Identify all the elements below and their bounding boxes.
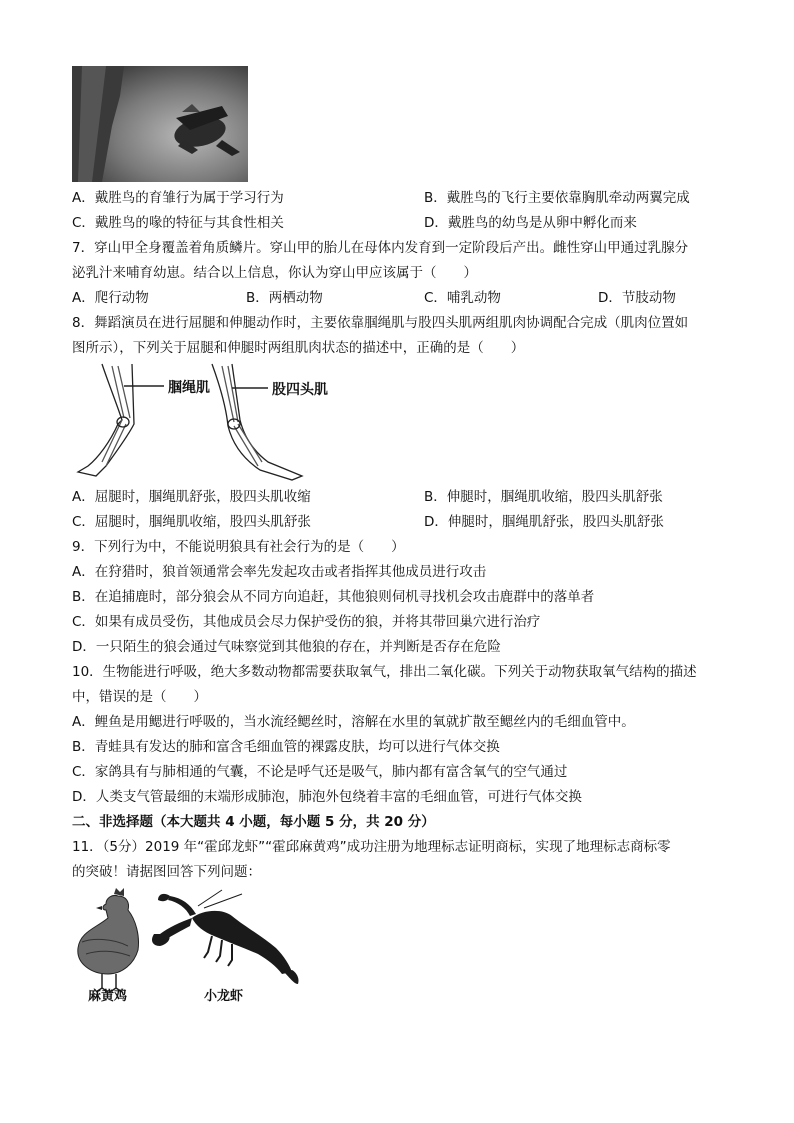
q7-stem-line1: 7．穿山甲全身覆盖着角质鳞片。穿山甲的胎儿在母体内发育到一定阶段后产出。雌性穿山甲通过乳腺分 — [72, 240, 689, 256]
hoopoe-photo — [72, 66, 248, 182]
q8-option-d: D．伸腿时，腘绳肌舒张，股四头肌舒张 — [424, 514, 664, 530]
q11-stem-line2: 的突破！请据图回答下列问题： — [72, 864, 261, 880]
chicken-crayfish-figure — [72, 888, 304, 1008]
crayfish-caption: 小龙虾 — [204, 989, 244, 1004]
leg-muscle-figure — [72, 362, 362, 482]
q7-stem-line2: 泌乳汁来哺育幼崽。结合以上信息，你认为穿山甲应该属于（ ） — [72, 265, 477, 281]
q10-stem-line1: 10．生物能进行呼吸，绝大多数动物都需要获取氧气，排出二氧化碳。下列关于动物获取氧气结构的描述 — [72, 664, 697, 680]
q8-stem-line1: 8．舞蹈演员在进行屈腿和伸腿动作时，主要依靠腘绳肌与股四头肌两组肌肉协调配合完成（肌肉位置如 — [72, 315, 689, 331]
q9-option-d: D．一只陌生的狼会通过气味察觉到其他狼的存在，并判断是否存在危险 — [72, 639, 501, 655]
q9-option-a: A．在狩猎时，狼首领通常会率先发起攻击或者指挥其他成员进行攻击 — [72, 564, 487, 580]
section-heading: 二、非选择题（本大题共 4 小题，每小题 5 分，共 20 分） — [72, 814, 435, 830]
q7-option-b: B．两栖动物 — [246, 290, 323, 306]
chicken-image — [78, 888, 139, 992]
q10-option-a: A．鲤鱼是用鳃进行呼吸的，当水流经鳃丝时，溶解在水里的氧就扩散至鳃丝内的毛细血管中。 — [72, 714, 635, 730]
q6-option-b: B．戴胜鸟的飞行主要依靠胸肌牵动两翼完成 — [424, 190, 690, 206]
q6-option-d: D．戴胜鸟的幼鸟是从卵中孵化而来 — [424, 215, 637, 231]
q8-option-c: C．屈腿时，腘绳肌收缩，股四头肌舒张 — [72, 514, 311, 530]
q8-option-a: A．屈腿时，腘绳肌舒张，股四头肌收缩 — [72, 489, 311, 505]
q8-stem-line2: 图所示），下列关于屈腿和伸腿时两组肌肉状态的描述中，正确的是（ ） — [72, 340, 525, 356]
q6-option-c: C．戴胜鸟的喙的特征与其食性相关 — [72, 215, 284, 231]
q9-option-c: C．如果有成员受伤，其他成员会尽力保护受伤的狼，并将其带回巢穴进行治疗 — [72, 614, 541, 630]
q7-option-a: A．爬行动物 — [72, 290, 149, 306]
q10-stem-line2: 中，错误的是（ ） — [72, 689, 207, 705]
q10-option-c: C．家鸽具有与肺相通的气囊，不论是呼气还是吸气，肺内都有富含氧气的空气通过 — [72, 764, 568, 780]
crayfish-image — [152, 890, 299, 984]
chicken-caption: 麻黄鸡 — [88, 989, 128, 1004]
q9-option-b: B．在追捕鹿时，部分狼会从不同方向追赶，其他狼则伺机寻找机会攻击鹿群中的落单者 — [72, 589, 595, 605]
quadriceps-label: 股四头肌 — [272, 382, 328, 398]
q10-option-b: B．青蛙具有发达的肺和富含毛细血管的裸露皮肤，均可以进行气体交换 — [72, 739, 500, 755]
q7-option-c: C．哺乳动物 — [424, 290, 501, 306]
q8-option-b: B．伸腿时，腘绳肌收缩，股四头肌舒张 — [424, 489, 663, 505]
q10-option-d: D．人类支气管最细的末端形成肺泡，肺泡外包绕着丰富的毛细血管，可进行气体交换 — [72, 789, 582, 805]
q7-option-d: D．节肢动物 — [598, 290, 676, 306]
q11-stem-line1: 11．（5分）2019 年“霍邱龙虾”“霍邱麻黄鸡”成功注册为地理标志证明商标，实现了地理标志商标零 — [72, 839, 671, 855]
hamstring-label: 腘绳肌 — [168, 380, 210, 396]
q9-stem: 9．下列行为中，不能说明狼具有社会行为的是（ ） — [72, 539, 405, 555]
q6-option-a: A．戴胜鸟的育雏行为属于学习行为 — [72, 190, 284, 206]
